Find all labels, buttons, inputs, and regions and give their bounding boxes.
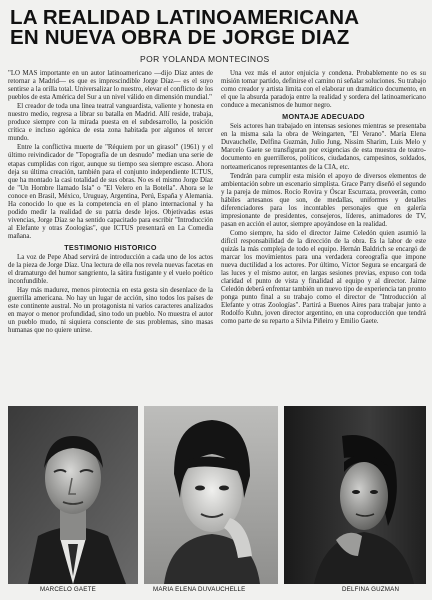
paragraph: La voz de Pepe Abad servirá de introducción a cada uno de los actos de la pieza de Jorge Díaz. Una lectura de ella nos revela nuevas facetas en el dramaturgo del humor sangriento, la sátira fustigante y el vuelo poético inconfundible.: [8, 254, 213, 286]
photo-delfina-guzman: [284, 406, 426, 584]
subheading-montaje: MONTAJE ADECUADO: [282, 112, 365, 122]
portrait-woman-image: [284, 406, 426, 584]
article-column-right: [221, 70, 426, 402]
photo-marcelo-gaete: [8, 406, 138, 584]
paragraph: Una vez más el autor enjuicia y condena. Probablemente no es su misión tomar partido, definirse el camino ni señalar soluciones. Su trabajo como creador y artista limita con el elaborar un dramático documento, en el que la absurda paradoja entre la realidad y sordera del latinoamericano conduce a mecanismos de humor negro.: [221, 70, 426, 110]
paragraph: Seis actores han trabajado en intensas sesiones mientras se presentaba en la misma sala la obra de Weingarten, "El Verano". María Elena Duvauchelle, Delfina Guzmán, Julio Jung, Nissim Sharim, Luis Melo y Marcelo Gaete se transfiguran por exigencias de esta muestra de teatro-documento en guerrilleros, políticos, ciudadanos, campesinos, soldados, norteamericanos representantes de la CIA, etc.: [221, 123, 426, 171]
caption-marcelo-gaete: MARCELO GAETE: [40, 586, 96, 593]
headline: [10, 8, 424, 48]
byline: POR YOLANDA MONTECINOS: [140, 54, 270, 64]
paragraph: "LO MAS importante en un autor latinoamericano —dijo Díaz antes de retornar a Madrid— es que es imprescindible Jorge Díaz— es el suyo sentirse a la orilla total. Universalizar lo nuestro, elevar el conflicto de los pueblos de esta América del Sur a un nivel válido en dimensión mundial.": [8, 70, 213, 102]
paragraph: Tendrán para cumplir esta misión el apoyo de diversos elementos de ambientación sobre un escenario simplista. Grace Parry diseñó el segundo y la pareja de mimos. Rocío Rovira y Óscar Escurraza, proveerán, como hábiles artesanos que son, de medallas, uniformes y detalles diferenciadores para los incontables personajes que en galería impresionante de presidentes, consejeros, líderes, animadores de TV, pasan en acción el autor, siempre apoyándose en la realidad.: [221, 172, 426, 228]
caption-maria-elena-duvauchelle: MARIA ELENA DUVAUCHELLE: [153, 586, 246, 593]
headline-line-2: EN NUEVA OBRA DE JORGE DIAZ: [10, 26, 350, 49]
photo-maria-elena-duvauchelle: [144, 406, 278, 584]
paragraph: Entre la conflictiva muerte de "Réquiem por un girasol" (1961) y el último reivindicador de "Topografía de un desnudo" median una serie de etapas cumplidas con rigor, aunque su tiempo sea siempre escaso. Ahora deja su última creación, también para el conjunto independiente ICTUS, que ha montado la casi totalidad de sus obras. No es el mismo Jorge Díaz de "Un Hombre llamado Isla" o "El Velero en la Botella". Ahora se le conoce en Brasil, México, Uruguay, Argentina, Perú, España y Alemania. Ha conocido lo que es la competencia en el plano internacional y ha podido medir la realidad de su patria desde lejos. Objetivadas estas vivencias, Jorge Díaz se ha sentido capacitado para escribir "Introducción al Elefante y otras Zoologías", que ICTUS presentará en La Comedia mañana.: [8, 144, 213, 240]
subheading-testimonio: TESTIMONIO HISTORICO: [64, 242, 157, 252]
paragraph: Hay más madurez, menos pirotecnia en esta gesta sin desenlace de la guerrilla americana. No hay un lugar de acción, sino todos los países de este continente austral. No un protagonista ni varios caracteres analizados en mayor o menor profundidad, sino todo un pueblo. No muestra el autor un pueblo mudo, ni siquiera consciente de sus problemas, sino masas humanas que no quiere unirse.: [8, 287, 213, 335]
headline-line-1: LA REALIDAD LATINOAMERICANA: [10, 6, 360, 29]
portrait-man-image: [8, 406, 138, 584]
caption-delfina-guzman: DELFINA GUZMAN: [342, 586, 400, 593]
article-column-left: [8, 70, 213, 402]
portrait-woman-image: [144, 406, 278, 584]
paragraph: Como siempre, ha sido el director Jaime Celedón quien asumió la difícil responsabilidad de la dirección de la obra. Es la labor de este quizás la más compleja de todo el equipo. Hernán Baldrich se encargó de marcar los movimientos para una verdadera coreografía que impone nueva ductilidad a los actores. Por último, Víctor Segura se encargará de las luces y el mismo autor, en largas sesiones previas, expuso con toda claridad el punto de vista y finalidad al equipo y al director. Jaime Celedón deberá enfrentar también un nuevo tipo de experiencia tan pronto ponga punto final a su trabajo como el director de "Introducción al Elefante y otras Zoologías". Partirá a Buenos Aires para trabajar junto a Rodolfo Kuhn, joven director argentino, en una coproducción que tendrá como parte de su reparto a Silvia Piñeiro y Emilio Gaete.: [221, 229, 426, 326]
paragraph: El creador de toda una línea teatral vanguardista, valiente y honesta en nuestro medio, regresa a librar su batalla en Madrid. Allí reside, trabaja, produce siempre con la mirada puesta en el subdesarrollo, la posición crítica e incluso agónica de esta zona habitada por algunos el tercer mundo.: [8, 103, 213, 143]
